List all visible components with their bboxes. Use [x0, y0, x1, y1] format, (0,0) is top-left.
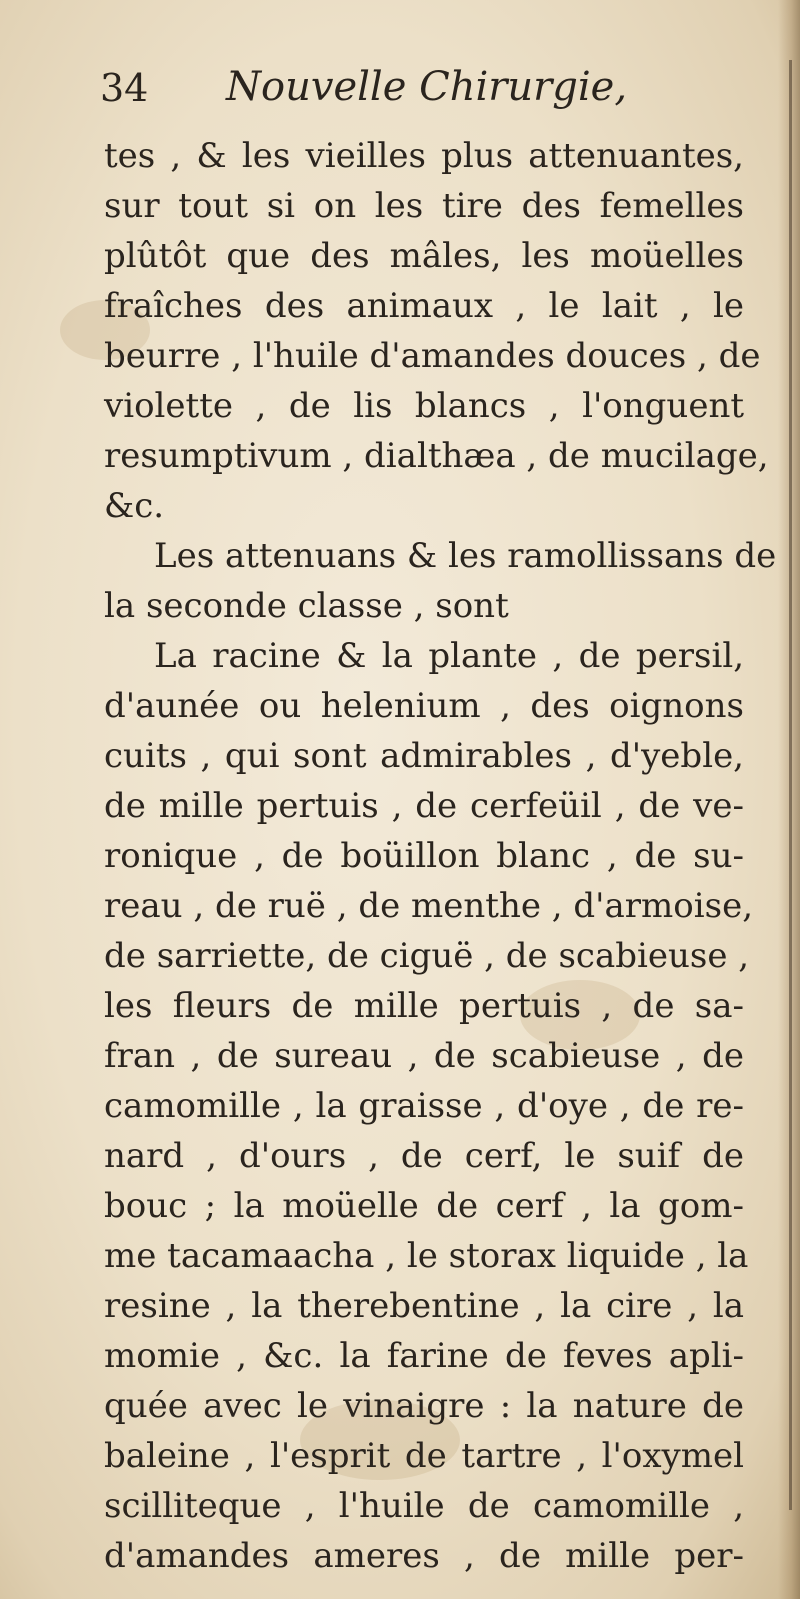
text-line: reau , de ruë , de menthe , d'armoise, — [104, 886, 754, 926]
text-line: scilliteque , l'huile de camomille , — [104, 1486, 744, 1526]
text-line: cuits , qui sont admirables , d'yeble, — [104, 736, 744, 776]
text-line: les fleurs de mille pertuis , de sa- — [104, 986, 744, 1026]
text-line: beurre , l'huile d'amandes douces , de — [104, 336, 761, 376]
running-title: Nouvelle Chirurgie, — [226, 64, 628, 110]
text-line: me tacamaacha , le storax liquide , la — [104, 1236, 749, 1276]
text-line: camomille , la graisse , d'oye , de re- — [104, 1086, 744, 1126]
text-line: baleine , l'esprit de tartre , l'oxymel — [104, 1436, 744, 1476]
text-line: ronique , de boüillon blanc , de su- — [104, 836, 744, 876]
text-line: la seconde classe , sont — [104, 586, 509, 626]
text-line: fraîches des animaux , le lait , le — [104, 286, 744, 326]
text-line: de mille pertuis , de cerfeüil , de ve- — [104, 786, 744, 826]
text-line: plûtôt que des mâles, les moüelles — [104, 236, 744, 276]
text-line: tes , & les vieilles plus attenuantes, — [104, 136, 744, 176]
text-line: violette , de lis blancs , l'onguent — [104, 386, 744, 426]
gutter-line — [789, 60, 792, 1510]
text-line: nard , d'ours , de cerf, le suif de — [104, 1136, 744, 1176]
text-line: bouc ; la moüelle de cerf , la gom- — [104, 1186, 744, 1226]
text-line: momie , &c. la farine de feves apli- — [104, 1336, 744, 1376]
text-line: fran , de sureau , de scabieuse , de — [104, 1036, 744, 1076]
text-line: La racine & la plante , de persil, — [154, 636, 744, 676]
text-line: resine , la therebentine , la cire , la — [104, 1286, 744, 1326]
text-line: quée avec le vinaigre : la nature de — [104, 1386, 744, 1426]
text-line: d'aunée ou helenium , des oignons — [104, 686, 744, 726]
text-line: sur tout si on les tire des femelles — [104, 186, 744, 226]
text-line: Les attenuans & les ramollissans de — [154, 536, 777, 576]
text-line: resumptivum , dialthæa , de mucilage, — [104, 436, 769, 476]
text-line: &c. — [104, 486, 165, 526]
page-number: 34 — [100, 66, 149, 110]
text-line: d'amandes ameres , de mille per- — [104, 1536, 744, 1576]
text-line: de sarriette, de ciguë , de scabieuse , — [104, 936, 750, 976]
